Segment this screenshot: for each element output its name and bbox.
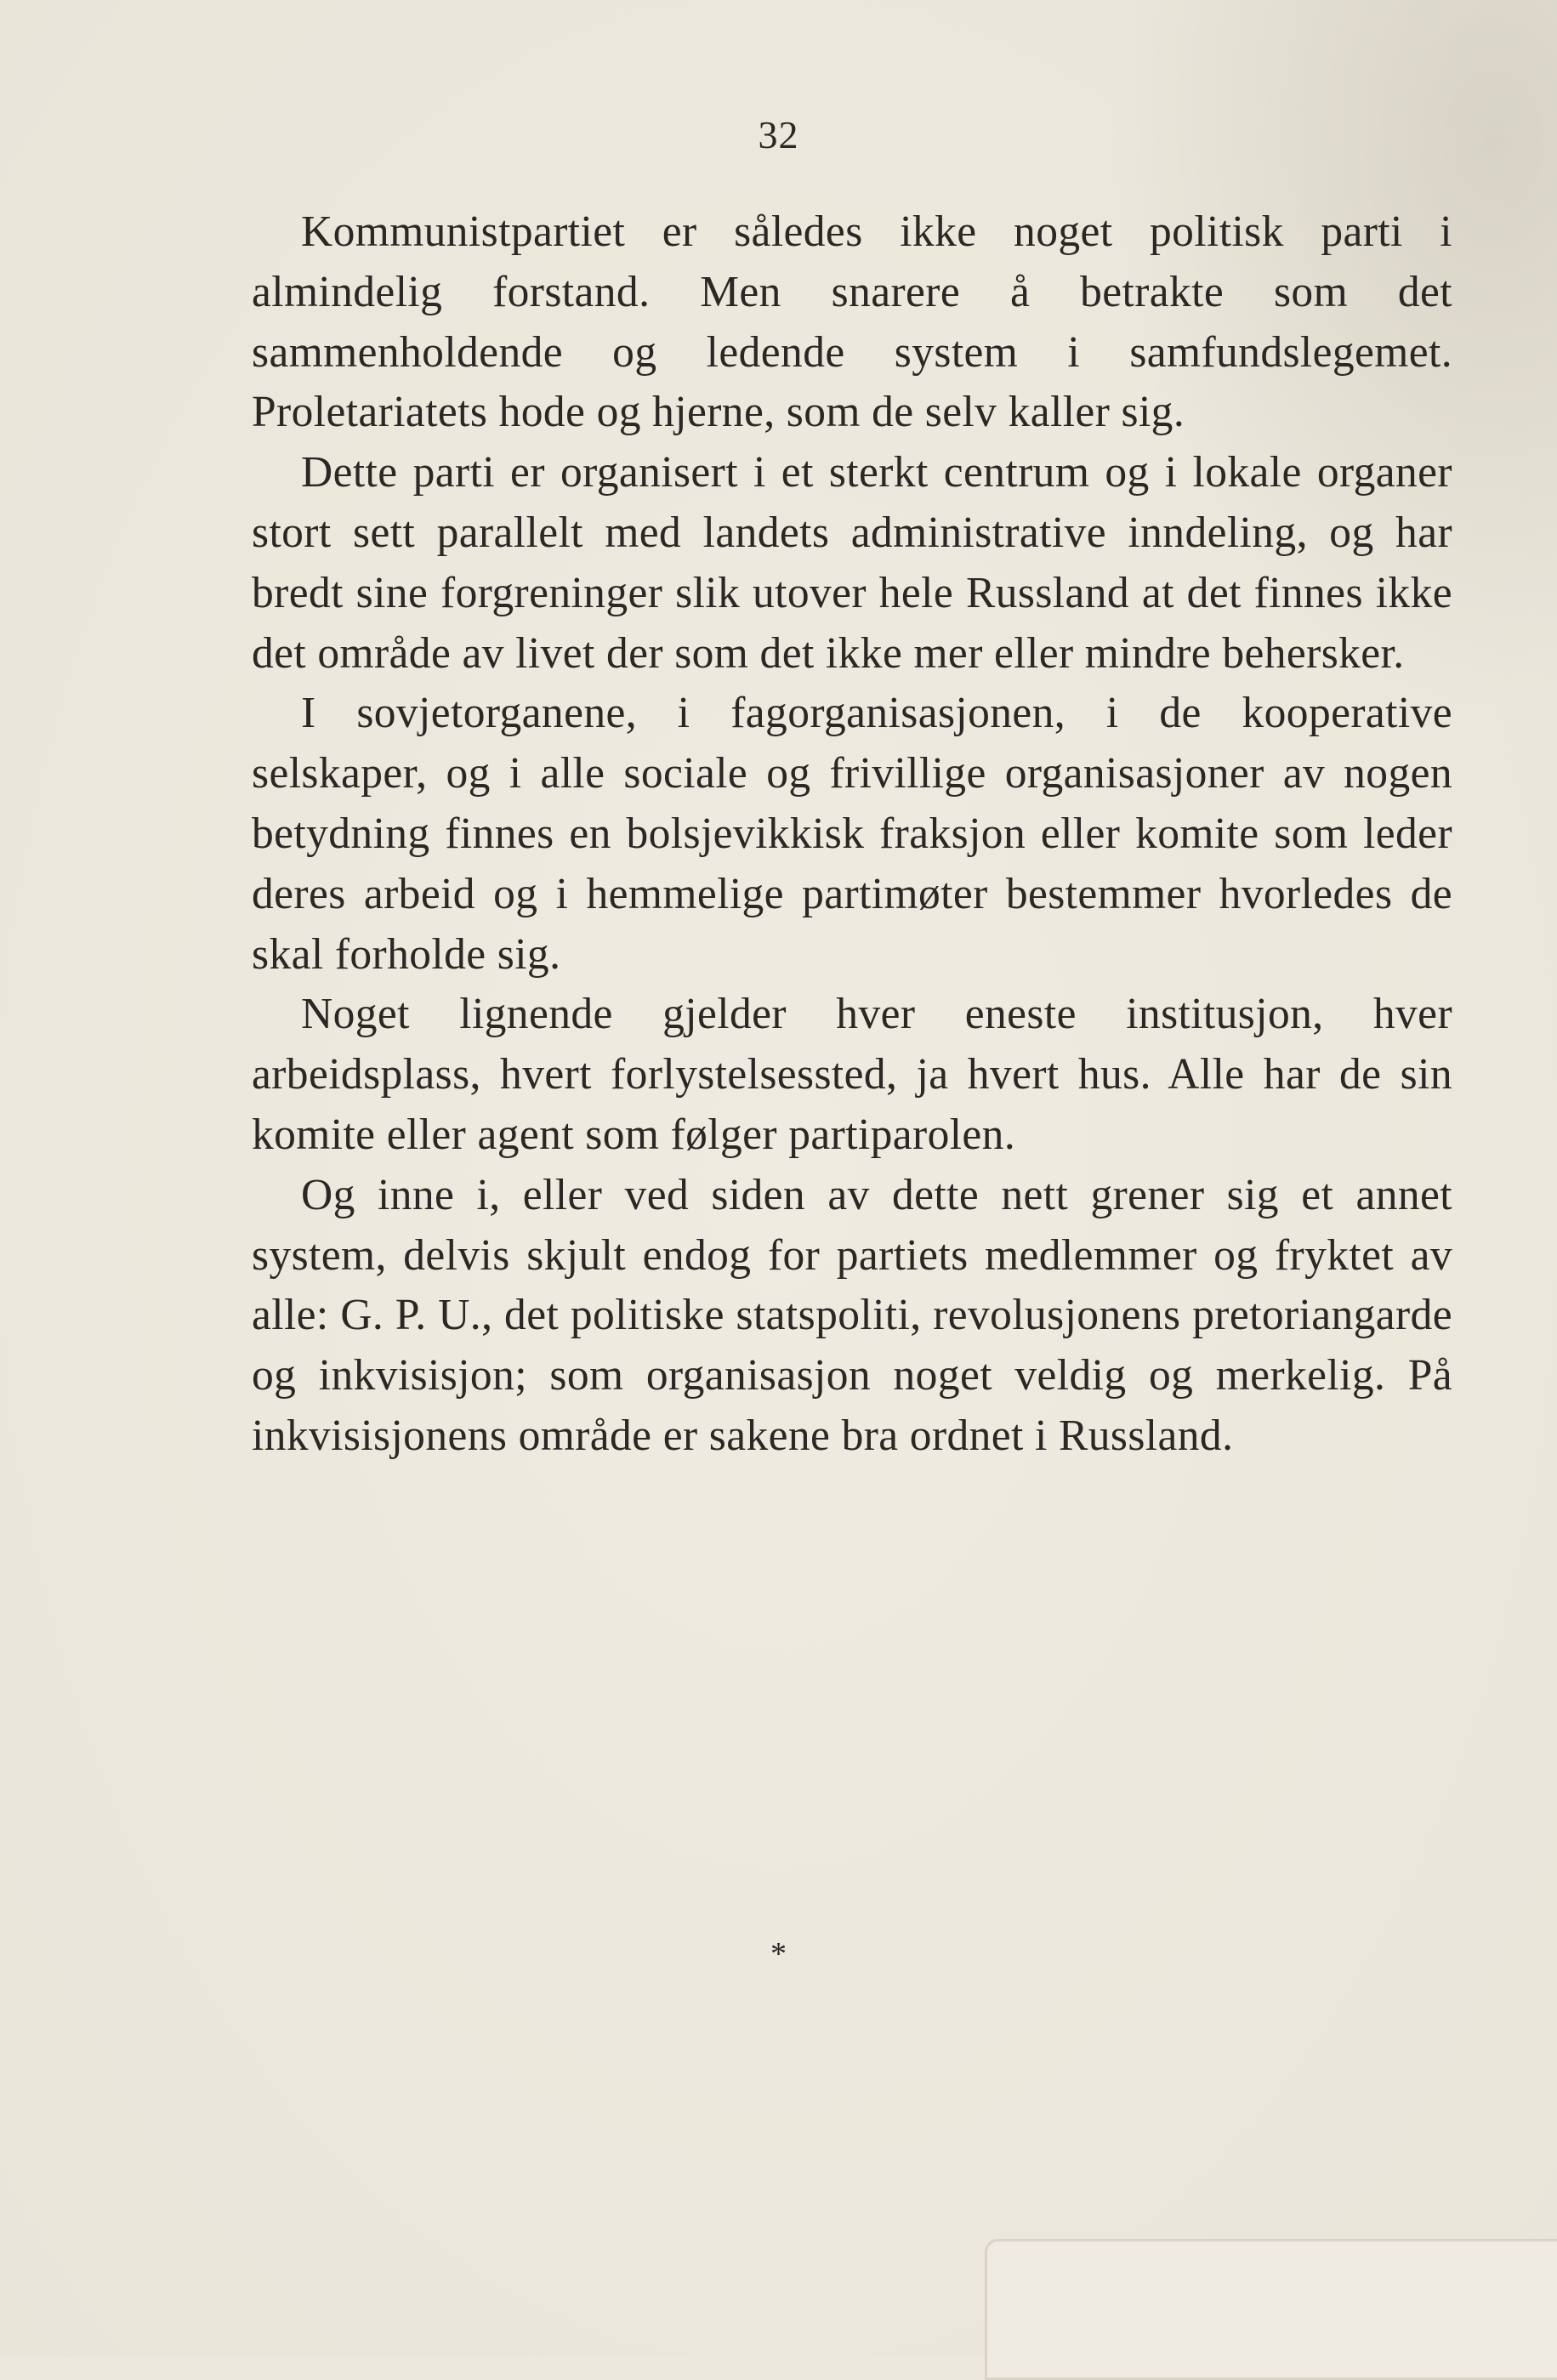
paragraph: Dette parti er organisert i et sterkt centrum og i lokale organer stort sett parallelt med landets administrative inndeling, og har bredt sine forgreninger slik utover hele Russland at det finnes ikke det område av livet der som det ikke mer eller mindre behersker. <box>252 448 1452 678</box>
page-number: 32 <box>758 113 799 156</box>
paragraph: Kommunistpartiet er således ikke noget politisk parti i almindelig forstand. Men snarere å betrakte som det sammenholdende og ledende system i samfundslegemet. Proletariatets hode og hjerne, som de selv kaller sig. <box>252 207 1452 437</box>
section-ornament: * <box>770 1936 787 1972</box>
body-text <box>252 202 1452 1467</box>
paragraph: Noget lignende gjelder hver eneste institusjon, hver arbeidsplass, hvert forlystelsessted, ja hvert hus. Alle har de sin komite eller agent som følger partiparolen. <box>252 990 1452 1159</box>
paragraph: Og inne i, eller ved siden av dette nett grener sig et annet system, delvis skjult endog for partiets medlemmer og fryktet av alle: G. P. U., det politiske statspoliti, revolusjonens pretoriangarde og inkvisisjon; som organisasjon noget veldig og merkelig. På inkvisisjonens område er sakene bra ordnet i Russland. <box>252 1170 1452 1460</box>
page-edge-tab <box>985 2239 1557 2380</box>
paragraph: I sovjetorganene, i fagorganisasjonen, i de kooperative selskaper, og i alle sociale og frivillige organisasjoner av nogen betydning finnes en bolsjevikkisk fraksjon eller komite som leder deres arbeid og i hemmelige partimøter bestemmer hvorledes de skal forholde sig. <box>252 689 1452 979</box>
